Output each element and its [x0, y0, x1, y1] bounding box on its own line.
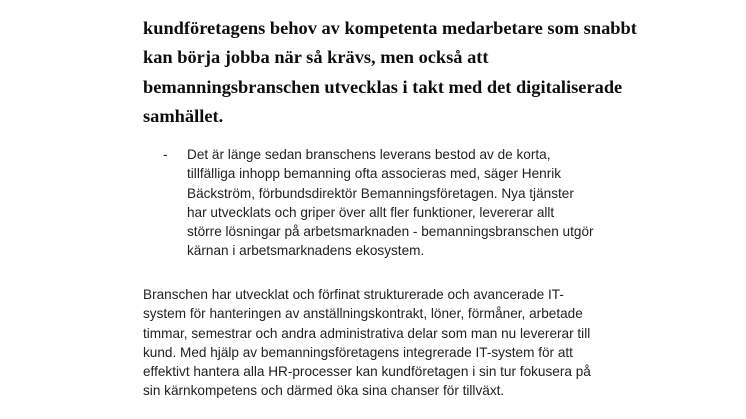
- bullet-text: [187, 145, 637, 261]
- bold-line: samhället.: [143, 106, 224, 126]
- body-paragraph: [143, 285, 613, 401]
- bullet-dash: -: [163, 147, 168, 162]
- body-line: kund. Med hjälp av bemanningsföretagens integrerade IT-system för att: [143, 344, 573, 360]
- body-line: Branschen har utvecklat och förfinat strukturerade och avancerade IT-: [143, 287, 564, 302]
- bold-paragraph: [143, 0, 643, 132]
- body-line: timmar, semestrar och andra administrativa delar som man nu levererar till: [143, 325, 591, 341]
- bullet-line: Det är länge sedan branschens leverans bestod av de korta,: [187, 147, 551, 162]
- bold-line: kundföretagens behov av kompetenta medarbetare som snabbt: [143, 17, 637, 38]
- bullet-line: har utvecklats och griper över allt fler funktioner, levererar allt: [187, 204, 555, 220]
- bullet-line: större lösningar på arbetsmarknaden - bemanningsbranschen utgör: [187, 224, 594, 240]
- bold-line: kan börja jobba när så krävs, men också att: [143, 47, 489, 67]
- body-line: sin kärnkompetens och därmed öka sina chanser för tillväxt.: [143, 383, 505, 399]
- body-line: system för hanteringen av anställningskontrakt, löner, förmåner, arbetade: [143, 306, 583, 322]
- bullet-line: kärnan i arbetsmarknadens ekosystem.: [187, 243, 425, 259]
- bold-line: bemanningsbranschen utvecklas i takt med det digitaliserade: [143, 76, 623, 97]
- bullet-line: Bäckström, förbundsdirektör Bemanningsföretagen. Nya tjänster: [187, 185, 574, 201]
- body-line: effektivt hantera alla HR-processer kan kundföretagen i sin tur fokusera på: [143, 364, 591, 380]
- bullet-line: tillfälliga inhopp bemanning ofta associeras med, säger Henrik: [187, 166, 562, 182]
